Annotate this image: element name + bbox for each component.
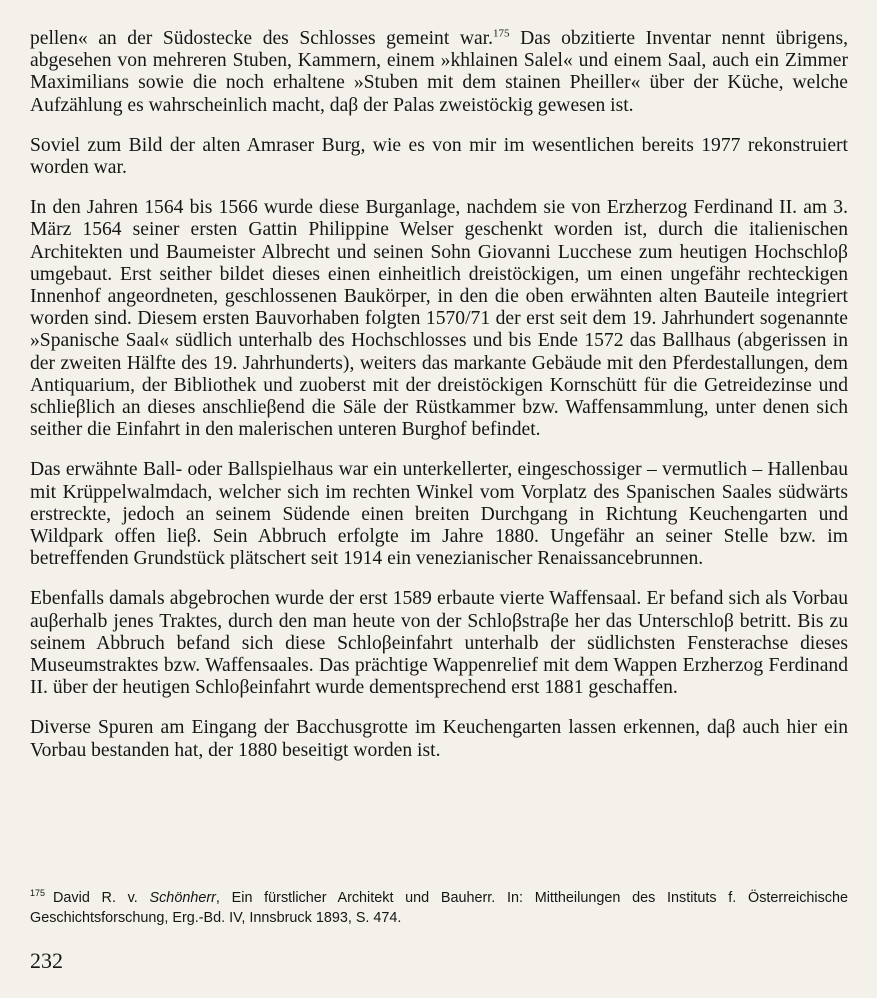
paragraph-4: Das erwähnte Ball- oder Ballspielhaus war ein unterkellerter, eingeschossiger – vermutlich – Hallenbau mit Krüppelwalmdach, welcher sich im rechten Winkel vom Vorplatz des Spanischen Saales südwärts erstreckte, jedoch an seinem Südende einen breiten Durchgang in Richtung Keuchengarten und Wildpark offen lieβ. Sein Abbruch erfolgte im Jahre 1880. Ungefähr an seiner Stelle bzw. im betreffenden Grundstück plätschert seit 1914 ein venezianischer Renaissancebrunnen.	[30, 459, 848, 570]
paragraph-6: Diverse Spuren am Eingang der Bacchusgrotte im Keuchengarten lassen erkennen, daβ auch hier ein Vorbau bestanden hat, der 1880 beseitigt worden ist.	[30, 717, 848, 761]
footnote-text: , Ein fürstlicher Architekt und Bauherr. In: Mittheilungen des Instituts f. Österreichische Geschichtsforschung, Erg.-Bd. IV, Innsbruck 1893, S. 474.	[30, 890, 848, 926]
paragraph-3: In den Jahren 1564 bis 1566 wurde diese Burganlage, nachdem sie von Erzherzog Ferdinand II. am 3. März 1564 seiner ersten Gattin Philippine Welser geschenkt worden ist, durch die italienischen Architekten und Baumeister Albrecht und seinen Sohn Giovanni Lucchese zum heutigen Hochschloβ umgebaut. Erst seither bildet dieses einen einheitlich dreistöckigen, um einen ungefähr rechteckigen Innenhof angeordneten, geschlossenen Baukörper, in den die oben erwähnten alten Bauteile integriert worden sind. Diesem ersten Bauvorhaben folgten 1570/71 der erst seit dem 19. Jahrhundert sogenannte »Spanische Saal« südlich unterhalb des Hochschlosses und bis Ende 1572 das Ballhaus (abgerissen in der zweiten Hälfte des 19. Jahrhunderts), weiters das markante Gebäude mit den Pferdestallungen, dem Antiquarium, der Bibliothek und zuoberst mit der dreistöckigen Kornschütt für die Getreidezinse und schlieβlich an dieses anschlieβend die Säle der Rüstkammer bzw. Waffensammlung, unter denen sich seither die Einfahrt in den malerischen unteren Burghof befindet.	[30, 197, 848, 441]
paragraph-1-rest: Das obzitierte Inventar nennt übrigens, abgesehen von mehreren Stuben, Kammern, einem »khlainen Salel« und einem Saal, auch ein Zimmer Maximilians sowie die noch erhaltene »Stuben mit dem stainen Pheiller« über der Küche, welche Aufzählung es wahrscheinlich macht, daβ der Palas zweistöckig gewesen ist.	[30, 28, 849, 116]
footnote-reference: 175	[493, 27, 510, 40]
paragraph-1	[30, 28, 848, 117]
paragraph-2: Soviel zum Bild der alten Amraser Burg, wie es von mir im wesentlichen bereits 1977 rekonstruiert worden war.	[30, 134, 848, 179]
footnote-author-prefix: David R. v.	[53, 890, 150, 906]
footnote-author-surname: Schönherr	[149, 890, 216, 906]
paragraph-5: Ebenfalls damals abgebrochen wurde der erst 1589 erbaute vierte Waffensaal. Er befand sich als Vorbau auβerhalb jenes Traktes, durch den man heute von der Schloβstraβe her das Unterschloβ betritt. Bis zu seinem Abbruch befand sich diese Schloβeinfahrt unterhalb der südlichsten Fensterachse dieses Museumstraktes bzw. Waffensaales. Das prächtige Wappenrelief mit dem Wappen Erzherzog Ferdinand II. über der heutigen Schloβeinfahrt wurde dementsprechend erst 1881 geschaffen.	[30, 588, 848, 699]
page-number: 232	[30, 948, 63, 973]
footnote	[30, 888, 848, 928]
paragraph-1-start: pellen« an der Südostecke des Schlosses gemeint war.	[30, 28, 494, 49]
footnote-number: 175	[30, 888, 46, 899]
main-text	[30, 28, 848, 780]
